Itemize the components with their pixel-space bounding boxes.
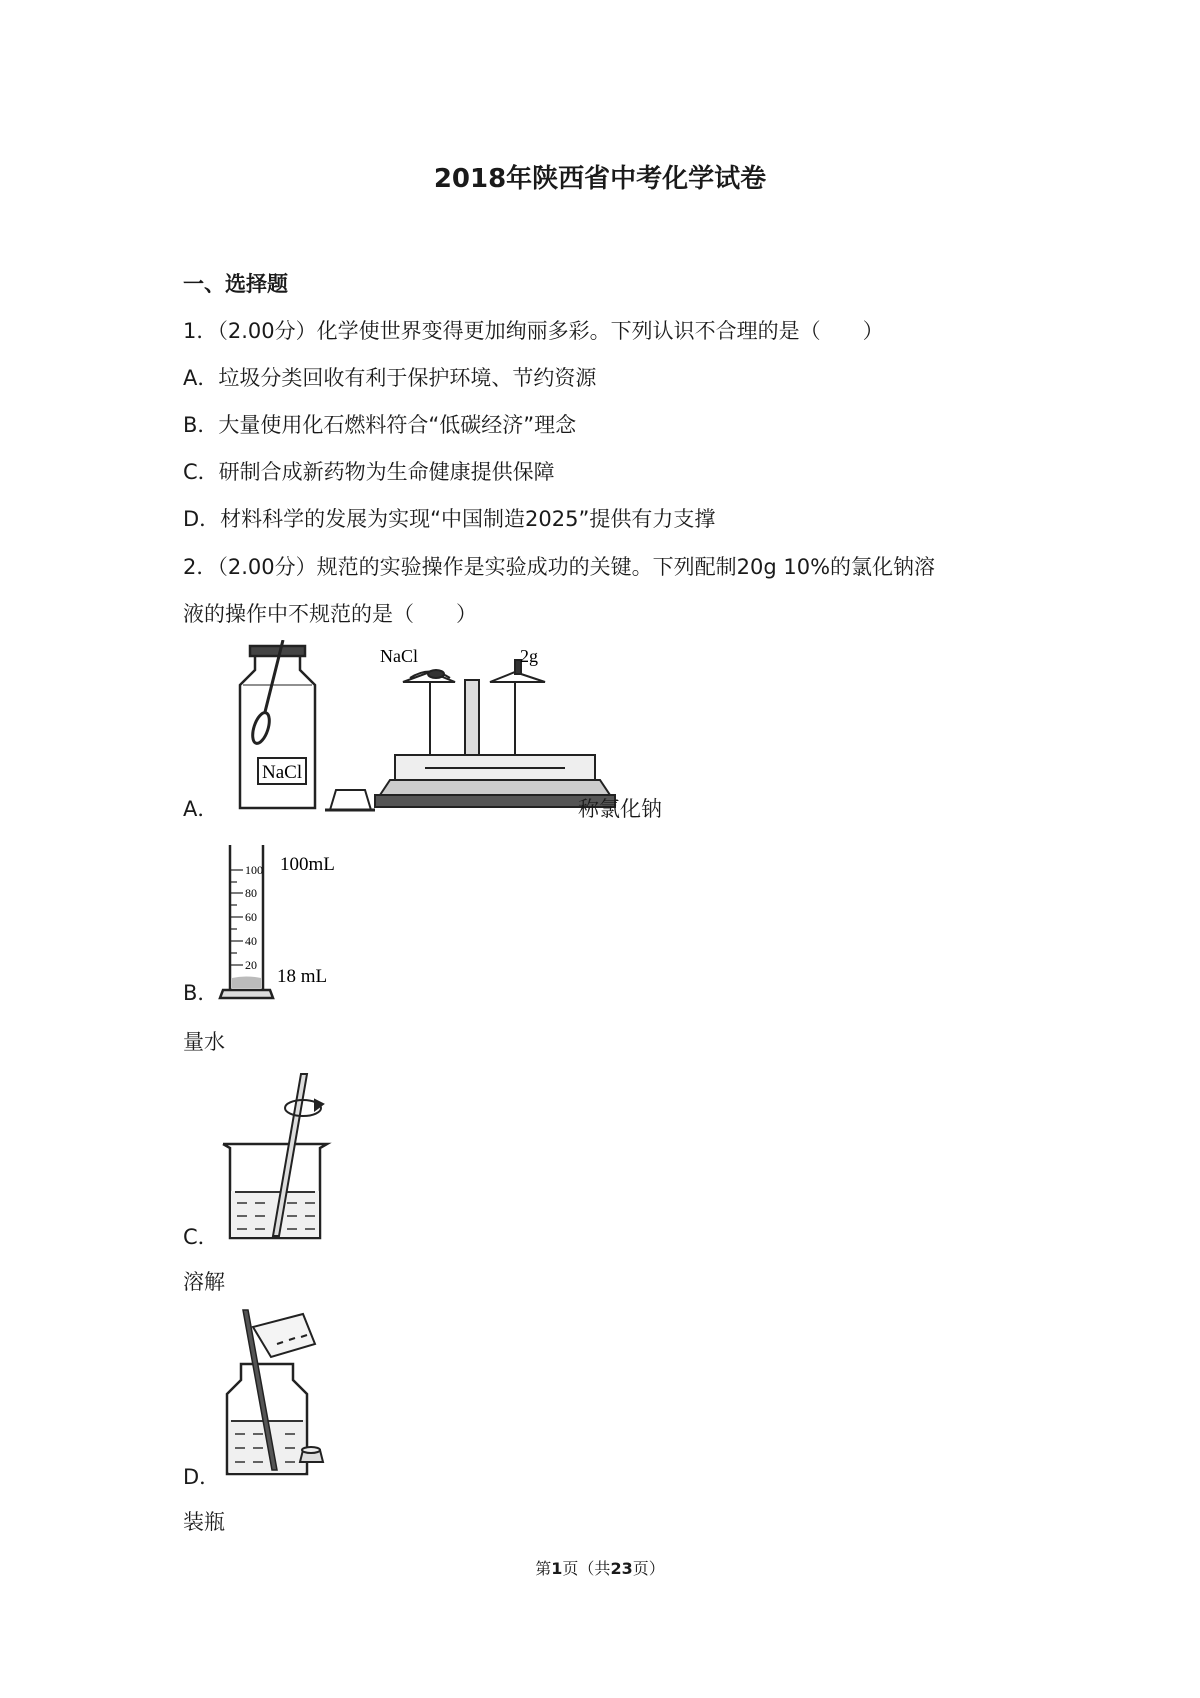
weight-label: 2g bbox=[520, 646, 538, 666]
reading-label: 18 mL bbox=[277, 966, 328, 987]
footer-prefix: 第 bbox=[535, 1559, 552, 1578]
tick-20: 20 bbox=[245, 958, 257, 972]
q2-option-c-letter: C． bbox=[183, 1225, 219, 1249]
tick-100: 100 bbox=[245, 863, 263, 877]
nacl-label: NaCl bbox=[380, 646, 418, 666]
q1-option-a: A．垃圾分类回收有利于保护环境、节约资源 bbox=[183, 366, 597, 390]
q2-option-d-letter: D． bbox=[183, 1465, 221, 1489]
q1-option-d: D．材料科学的发展为实现“中国制造2025”提供有力支撑 bbox=[183, 507, 716, 531]
q1-option-b: B．大量使用化石燃料符合“低碳经济”理念 bbox=[183, 413, 577, 437]
q1-option-c: C．研制合成新药物为生命健康提供保障 bbox=[183, 460, 555, 484]
tick-80: 80 bbox=[245, 886, 257, 900]
section-heading: 一、选择题 bbox=[183, 272, 288, 296]
q2-option-a-caption: 称氯化钠 bbox=[578, 797, 662, 821]
page-title: 2018年陕西省中考化学试卷 bbox=[433, 164, 767, 194]
graduated-cylinder-figure bbox=[215, 840, 355, 1002]
bottle-stopper bbox=[300, 1447, 323, 1462]
q2-option-c-caption: 溶解 bbox=[183, 1270, 225, 1294]
q2-option-d-caption: 装瓶 bbox=[183, 1510, 225, 1534]
bottling-figure bbox=[215, 1302, 335, 1482]
q2-option-a-letter: A． bbox=[183, 797, 219, 821]
q1-stem: 1．（2.00分）化学使世界变得更加绚丽多彩。下列认识不合理的是（ ） bbox=[183, 319, 884, 343]
stirring-arrow bbox=[285, 1100, 323, 1116]
dissolving-figure bbox=[215, 1066, 345, 1246]
footer-suffix: 页） bbox=[632, 1559, 665, 1578]
q2-option-b-letter: B． bbox=[183, 981, 219, 1005]
tick-60: 60 bbox=[245, 910, 257, 924]
balance bbox=[375, 660, 615, 807]
tick-40: 40 bbox=[245, 934, 257, 948]
page-footer bbox=[0, 1556, 1200, 1579]
pouring-beaker bbox=[253, 1314, 315, 1357]
q2-option-b-caption: 量水 bbox=[183, 1030, 225, 1054]
q2-stem-line2: 液的操作中不规范的是（ ） bbox=[183, 602, 477, 626]
footer-total-pages: 23 bbox=[610, 1559, 633, 1578]
stopper bbox=[330, 790, 371, 810]
water-level bbox=[232, 977, 261, 989]
volume-label: 100mL bbox=[280, 854, 335, 875]
q2-stem-line1: 2．（2.00分）规范的实验操作是实验成功的关键。下列配制20g 10%的氯化钠溶 bbox=[183, 555, 936, 579]
footer-mid: 页（共 bbox=[562, 1559, 611, 1578]
footer-page-number: 1 bbox=[551, 1559, 563, 1578]
weighing-figure bbox=[215, 640, 625, 815]
cylinder-ticks bbox=[230, 870, 243, 965]
bottle-label: NaCl bbox=[262, 762, 303, 783]
